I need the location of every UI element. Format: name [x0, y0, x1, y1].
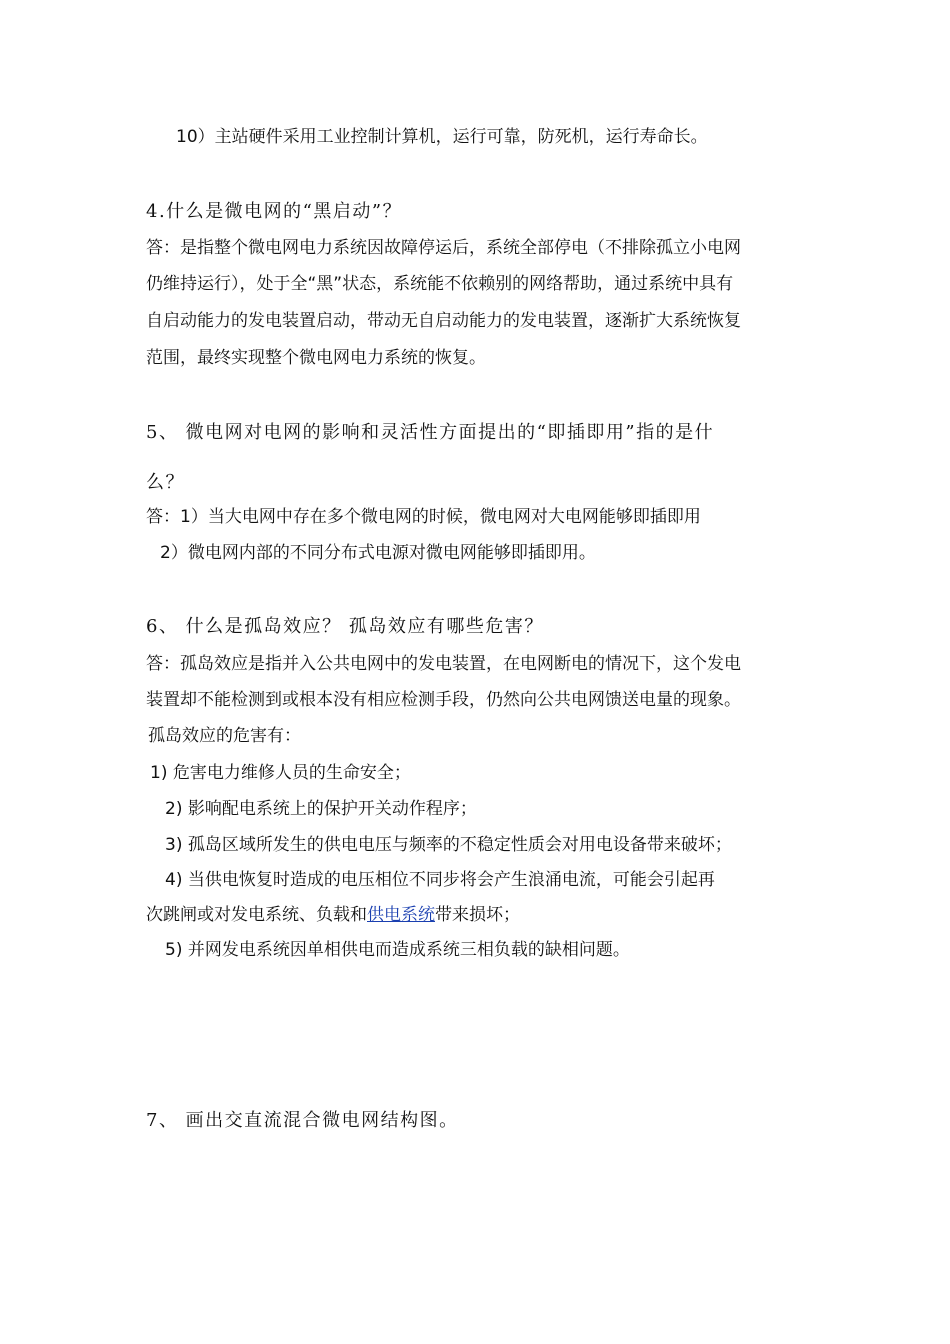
question-4-answer-line-1: 答：是指整个微电网电力系统因故障停运后，系统全部停电（不排除孤立小电网	[146, 238, 741, 258]
question-6-title: 6、 什么是孤岛效应？ 孤岛效应有哪些危害？	[146, 616, 544, 637]
question-6-hazard-2: 2) 影响配电系统上的保护开关动作程序；	[165, 799, 477, 819]
question-6-hazard-4-continued	[146, 903, 520, 927]
question-5-title-line-2: 么？	[146, 472, 185, 493]
question-5-answer-line-1: 答：1）当大电网中存在多个微电网的时候，微电网对大电网能够即插即用	[146, 507, 701, 527]
question-6-answer-line-2: 装置却不能检测到或根本没有相应检测手段，仍然向公共电网馈送电量的现象。	[146, 690, 741, 710]
item-10-text: 10）主站硬件采用工业控制计算机，运行可靠，防死机，运行寿命长。	[176, 127, 708, 147]
question-5-title-line-1: 5、 微电网对电网的影响和灵活性方面提出的“即插即用”指的是什	[146, 422, 715, 443]
question-7-title: 7、 画出交直流混合微电网结构图。	[146, 1110, 459, 1131]
question-5-answer-line-2: 2）微电网内部的不同分布式电源对微电网能够即插即用。	[160, 543, 596, 563]
question-4-answer-line-2: 仍维持运行），处于全“黑”状态，系统能不依赖别的网络帮助，通过系统中具有	[146, 274, 734, 294]
question-6-hazard-5: 5) 并网发电系统因单相供电而造成系统三相负载的缺相问题。	[165, 940, 630, 960]
question-6-answer-line-3: 孤岛效应的危害有：	[148, 726, 301, 746]
power-supply-system-link[interactable]: 供电系统	[367, 905, 435, 925]
hazard-4-prefix: 次跳闸或对发电系统、负载和	[146, 905, 367, 925]
question-4-answer-line-4: 范围，最终实现整个微电网电力系统的恢复。	[146, 348, 486, 368]
hazard-4-suffix: 带来损坏；	[435, 905, 520, 925]
question-6-answer-line-1: 答：孤岛效应是指并入公共电网中的发电装置，在电网断电的情况下，这个发电	[146, 654, 741, 674]
question-4-title: 4.什么是微电网的“黑启动”？	[146, 201, 403, 222]
question-6-hazard-4: 4) 当供电恢复时造成的电压相位不同步将会产生浪涌电流，可能会引起再	[165, 870, 715, 890]
question-4-answer-line-3: 自启动能力的发电装置启动，带动无自启动能力的发电装置，逐渐扩大系统恢复	[146, 311, 741, 331]
question-6-hazard-3: 3) 孤岛区域所发生的供电电压与频率的不稳定性质会对用电设备带来破坏；	[165, 835, 732, 855]
question-6-hazard-1: 1) 危害电力维修人员的生命安全；	[150, 763, 411, 783]
